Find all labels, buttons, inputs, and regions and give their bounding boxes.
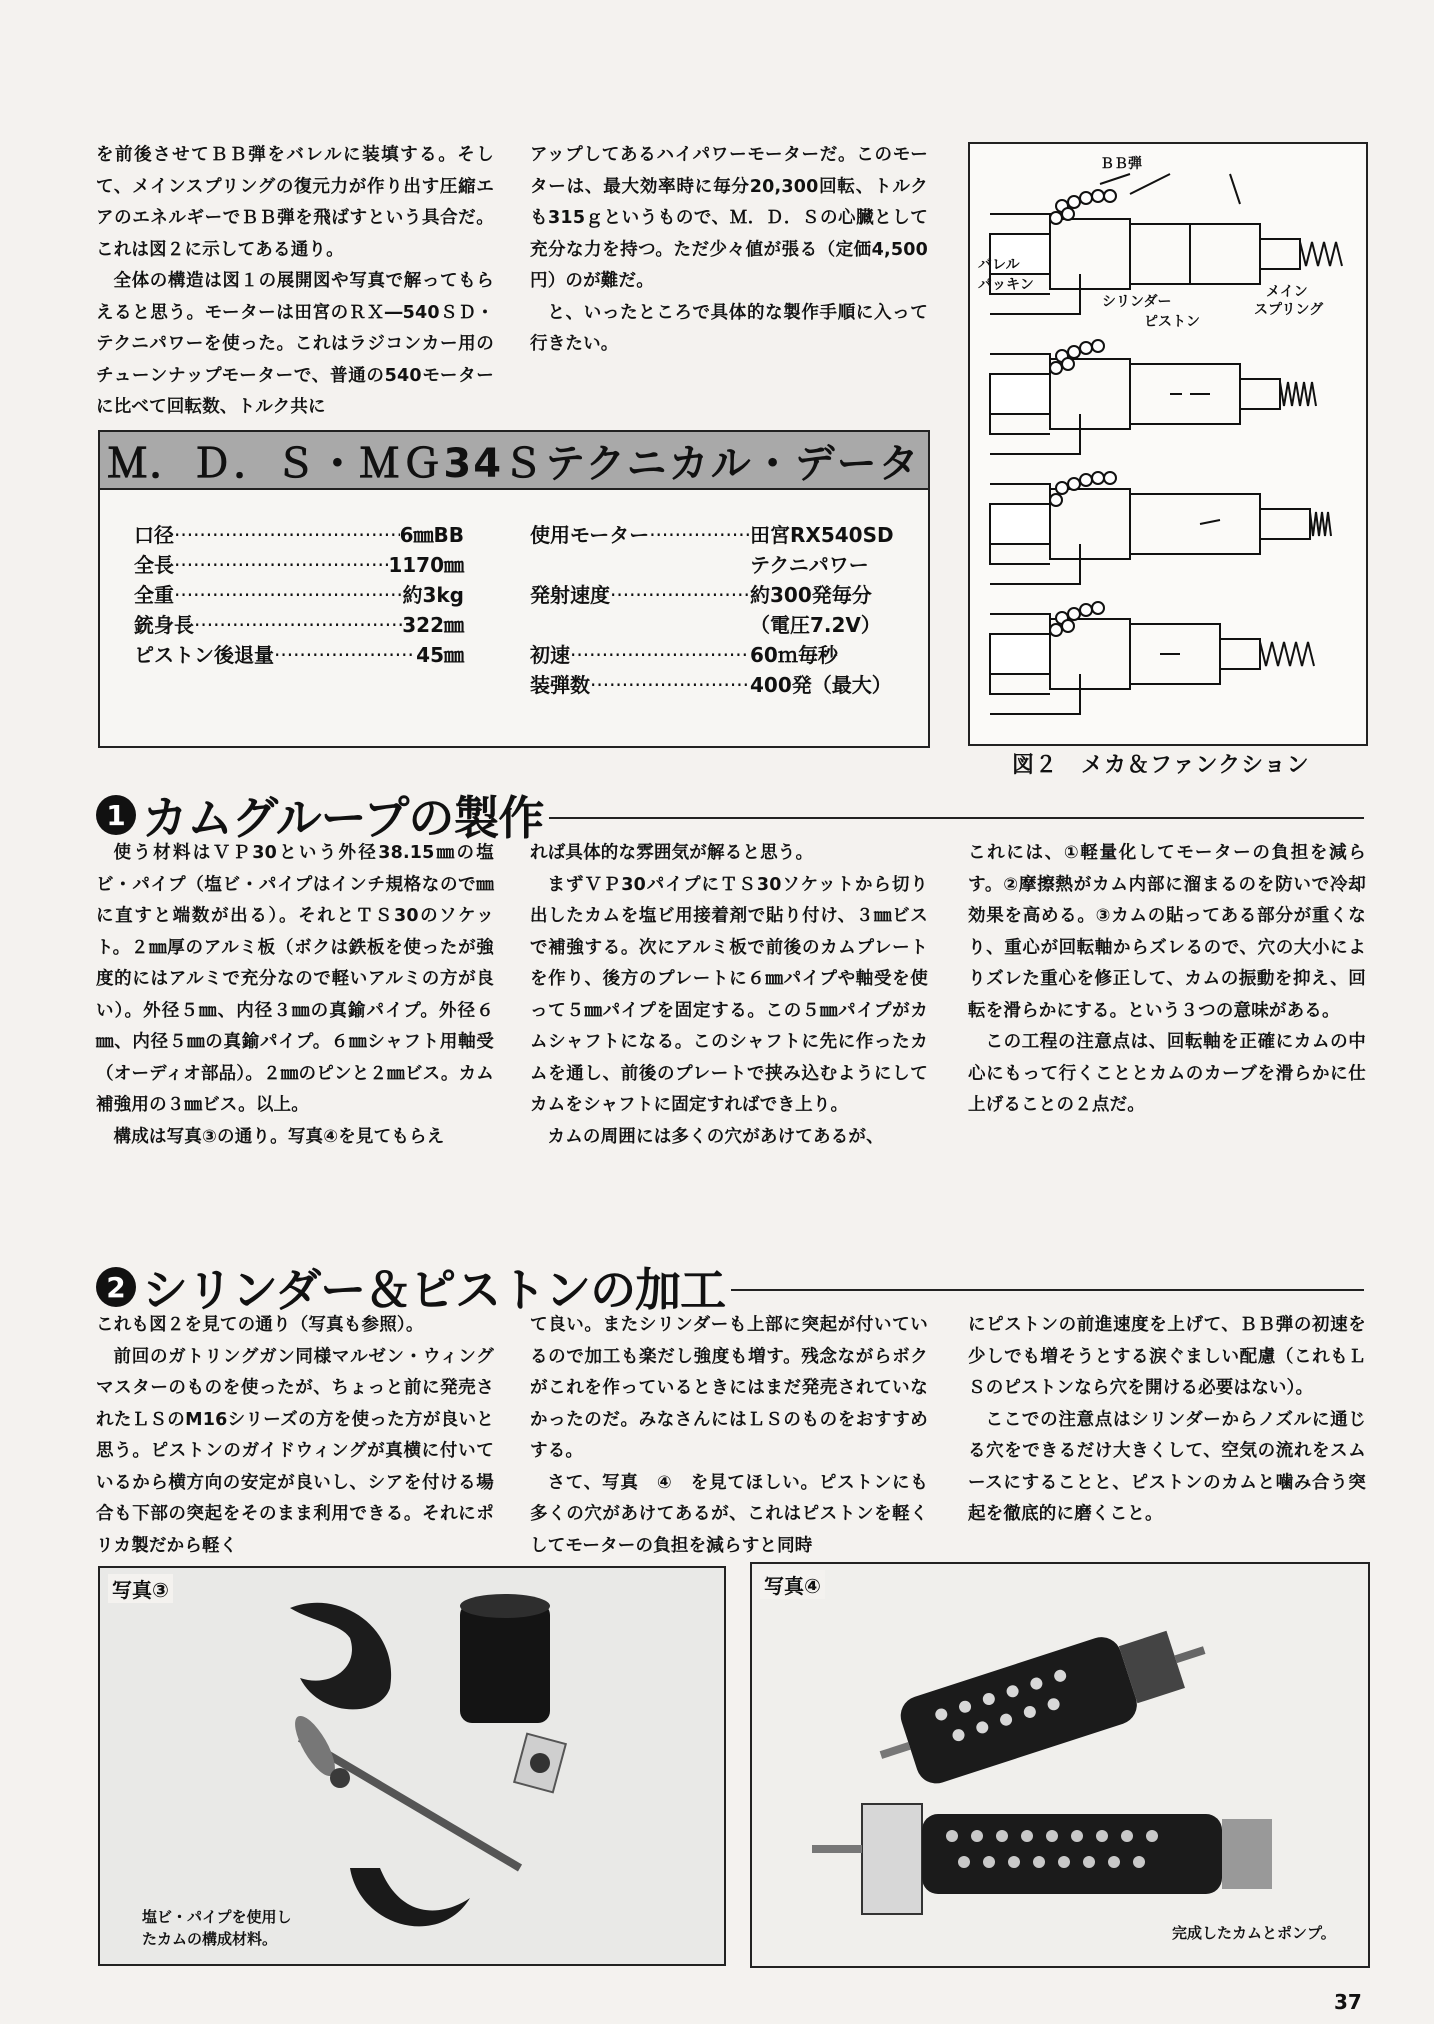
section-number-badge: 2 bbox=[96, 1267, 136, 1307]
photo-caption bbox=[142, 1906, 292, 1950]
spec-row bbox=[530, 580, 900, 610]
leader-dots bbox=[194, 610, 402, 640]
cam-parts-illustration bbox=[100, 1568, 724, 1964]
label-barrel: バレル bbox=[978, 257, 1020, 273]
paragraph: この工程の注意点は、回転軸を正確にカムの中心にもって行くこととカムのカーブを滑らかに仕上げることの２点だ。 bbox=[968, 1032, 1366, 1115]
spec-row bbox=[134, 520, 464, 550]
spec-label: 全長 bbox=[134, 553, 174, 577]
spec-value: 322㎜ bbox=[402, 613, 464, 637]
label-spring: スプリング bbox=[1254, 302, 1324, 318]
paragraph: れば具体的な雰囲気が解ると思う。 bbox=[530, 843, 814, 863]
paragraph: さて、写真 ④ を見てほしい。ピストンにも多くの穴があけてあるが、これはピストンを軽くしてモーターの負担を減らすと同時 bbox=[530, 1472, 928, 1556]
spec-value: 6㎜BB bbox=[399, 523, 464, 547]
spec-row-continued bbox=[530, 610, 900, 640]
paragraph: 構成は写真③の通り。写真④を見てもらえ bbox=[113, 1126, 445, 1147]
spec-label: ピストン後退量 bbox=[134, 643, 274, 667]
spec-value: 45㎜ bbox=[416, 643, 464, 667]
photo-caption: 完成したカムとポンプ。 bbox=[1172, 1924, 1336, 1942]
label-bb: ＢＢ弾 bbox=[1100, 156, 1142, 172]
paragraph: にピストンの前進速度を上げて、ＢＢ弾の初速を少しでも増そうとする涙ぐましい配慮（これもＬＳのピストンなら穴を開ける必要はない）。 bbox=[968, 1315, 1366, 1398]
photo-label: 写真④ bbox=[760, 1570, 825, 1599]
spec-row bbox=[134, 610, 464, 640]
cam-and-pump-illustration bbox=[752, 1564, 1368, 1966]
diagram-stage-4 bbox=[990, 614, 1314, 714]
photo-caption-line: 塩ビ・パイプを使用し bbox=[142, 1908, 292, 1926]
photo-4 bbox=[750, 1562, 1370, 1968]
photo-label: 写真③ bbox=[108, 1574, 173, 1603]
section1-column-3 bbox=[968, 838, 1366, 1122]
spec-label: 装弾数 bbox=[530, 673, 590, 697]
leader-dots bbox=[590, 670, 750, 700]
diagram-stage-3 bbox=[990, 484, 1331, 584]
section-title: シリンダー＆ピストンの加工 bbox=[142, 1263, 726, 1317]
spec-row bbox=[530, 640, 900, 670]
paragraph: 前回のガトリングガン同様マルゼン・ウィングマスターのものを使ったが、ちょっと前に発売されたＬＳのM16シリーズの方を使った方が良いと思う。ピストンのガイドウィングが真横に付いているから横方向の安定が良いし、シアを付ける場合も下部の突起をそのまま利用できる。それにポリカ製だから軽く bbox=[96, 1346, 494, 1556]
spec-label: 口径 bbox=[134, 523, 174, 547]
mechanism-diagram bbox=[968, 142, 1368, 746]
section-rule bbox=[549, 817, 1364, 819]
spec-label: 使用モーター bbox=[530, 523, 650, 547]
spec-right-column bbox=[530, 520, 900, 700]
section1-column-1 bbox=[96, 838, 494, 1153]
leader-dots bbox=[174, 550, 388, 580]
section2-column-3 bbox=[968, 1310, 1366, 1531]
top-column-1 bbox=[96, 140, 494, 424]
leader-dots bbox=[174, 520, 400, 550]
mechanism-diagram-drawing bbox=[970, 144, 1366, 744]
section2-column-1 bbox=[96, 1310, 494, 1562]
paragraph: まずＶＰ30パイプにＴＳ30ソケットから切り出したカムを塩ビ用接着剤で貼り付け、３㎜ビスで補強する。次にアルミ板で前後のカムプレートを作り、後方のプレートに６㎜パイプや軸受を使って５㎜パイプを固定する。この５㎜パイプがカムシャフトになる。このシャフトに先に作ったカムを通し、前後のプレートで挟み込むようにしてカムをシャフトに固定すればでき上り。 bbox=[530, 874, 928, 1115]
spec-value: 約3kg bbox=[402, 583, 464, 607]
section1-column-2 bbox=[530, 838, 928, 1153]
label-cylinder: シリンダー bbox=[1102, 294, 1172, 310]
photo-3 bbox=[98, 1566, 726, 1966]
spec-row bbox=[530, 670, 900, 700]
photo-caption-line: たカムの構成材料。 bbox=[142, 1930, 278, 1948]
leader-dots bbox=[649, 520, 750, 550]
figure-caption: 図２ メカ＆ファンクション bbox=[1012, 753, 1310, 778]
section-rule bbox=[731, 1289, 1364, 1291]
section-title: カムグループの製作 bbox=[142, 791, 544, 845]
leader-dots bbox=[274, 640, 416, 670]
diagram-stage-2 bbox=[990, 354, 1316, 454]
spec-row bbox=[134, 640, 464, 670]
leader-dots bbox=[570, 640, 750, 670]
leader-dots bbox=[610, 580, 750, 610]
spec-label: 初速 bbox=[530, 643, 570, 667]
paragraph: を前後させてＢＢ弾をバレルに装填する。そして、メインスプリングの復元力が作り出す圧縮エアのエネルギーでＢＢ弾を飛ばすという具合だ。これは図２に示してある通り。 bbox=[96, 145, 494, 260]
spec-value: 約300発毎分 bbox=[750, 583, 872, 607]
leader-dots bbox=[174, 580, 402, 610]
paragraph: アップしてあるハイパワーモーターだ。このモーターは、最大効率時に毎分20,300回転、トルクも315ｇというもので、Ｍ．Ｄ．Ｓの心臓として充分な力を持つ。ただ少々値が張る（定価4,500円）のが難だ。 bbox=[530, 145, 928, 291]
paragraph: と、いったところで具体的な製作手順に入って行きたい。 bbox=[530, 302, 928, 354]
label-main: メイン bbox=[1266, 284, 1308, 300]
paragraph: ここでの注意点はシリンダーからノズルに通じる穴をできるだけ大きくして、空気の流れをスムースにすることと、ピストンのカムと噛み合う突起を徹底的に磨くこと。 bbox=[968, 1409, 1366, 1524]
section-number-badge: 1 bbox=[96, 795, 136, 835]
spec-row bbox=[134, 550, 464, 580]
label-packing: パッキン bbox=[978, 277, 1034, 293]
spec-row bbox=[134, 580, 464, 610]
spec-row bbox=[530, 520, 900, 550]
spec-row-continued bbox=[530, 550, 900, 580]
spec-value: 400発（最大） bbox=[750, 673, 892, 697]
spec-left-column bbox=[134, 520, 464, 670]
spec-value: 田宮RX540SD bbox=[750, 523, 894, 547]
paragraph: カムの周囲には多くの穴があけてあるが、 bbox=[547, 1126, 884, 1147]
technical-data-table bbox=[98, 430, 930, 748]
paragraph: これには、①軽量化してモーターの負担を減らす。②摩擦熱がカム内部に溜まるのを防いで冷却効果を高める。③カムの貼ってある部分が重くなり、重心が回転軸からズレるので、穴の大小によりズレた重心を修正して、カムの振動を抑え、回転を滑らかにする。という３つの意味がある。 bbox=[968, 843, 1366, 1021]
spec-label: 銃身長 bbox=[134, 613, 194, 637]
technical-data-title: Ｍ．Ｄ．Ｓ・ＭＧ34Ｓテクニカル・データ bbox=[100, 432, 928, 490]
paragraph: て良い。またシリンダーも上部に突起が付いているので加工も楽だし強度も増す。残念ながらボクがこれを作っているときにはまだ発売されていなかったのだ。みなさんにはＬＳのものをおすすめする。 bbox=[530, 1315, 928, 1461]
spec-label: 発射速度 bbox=[530, 583, 610, 607]
section2-column-2 bbox=[530, 1310, 928, 1562]
spec-label: 全重 bbox=[134, 583, 174, 607]
top-column-2 bbox=[530, 140, 928, 361]
paragraph: 全体の構造は図１の展開図や写真で解ってもらえると思う。モーターは田宮のＲＸ―540ＳＤ・テクニパワーを使った。これはラジコンカー用のチューンナップモーターで、普通の540モーターに比べて回転数、トルク共に bbox=[96, 271, 494, 417]
spec-value-extra: テクニパワー bbox=[750, 553, 869, 577]
spec-value: 1170㎜ bbox=[388, 553, 464, 577]
paragraph: 使う材料はＶＰ30という外径38.15㎜の塩ビ・パイプ（塩ビ・パイプはインチ規格なので㎜に直すと端数が出る）。それとＴＳ30のソケット。２㎜厚のアルミ板（ボクは鉄板を使ったが強度的にはアルミで充分なので軽いアルミの方が良い）。外径５㎜、内径３㎜の真鍮パイプ。外径６㎜、内径５㎜の真鍮パイプ。６㎜シャフト用軸受（オーディオ部品）。２㎜のピンと２㎜ビス。カム補強用の３㎜ビス。以上。 bbox=[96, 843, 494, 1115]
paragraph: これも図２を見ての通り（写真も参照）。 bbox=[96, 1315, 424, 1335]
page-number: 37 bbox=[1334, 1990, 1362, 2014]
label-piston: ピストン bbox=[1144, 314, 1200, 330]
spec-value: 60ｍ毎秒 bbox=[750, 643, 838, 667]
spec-value-extra: （電圧7.2V） bbox=[750, 613, 881, 637]
